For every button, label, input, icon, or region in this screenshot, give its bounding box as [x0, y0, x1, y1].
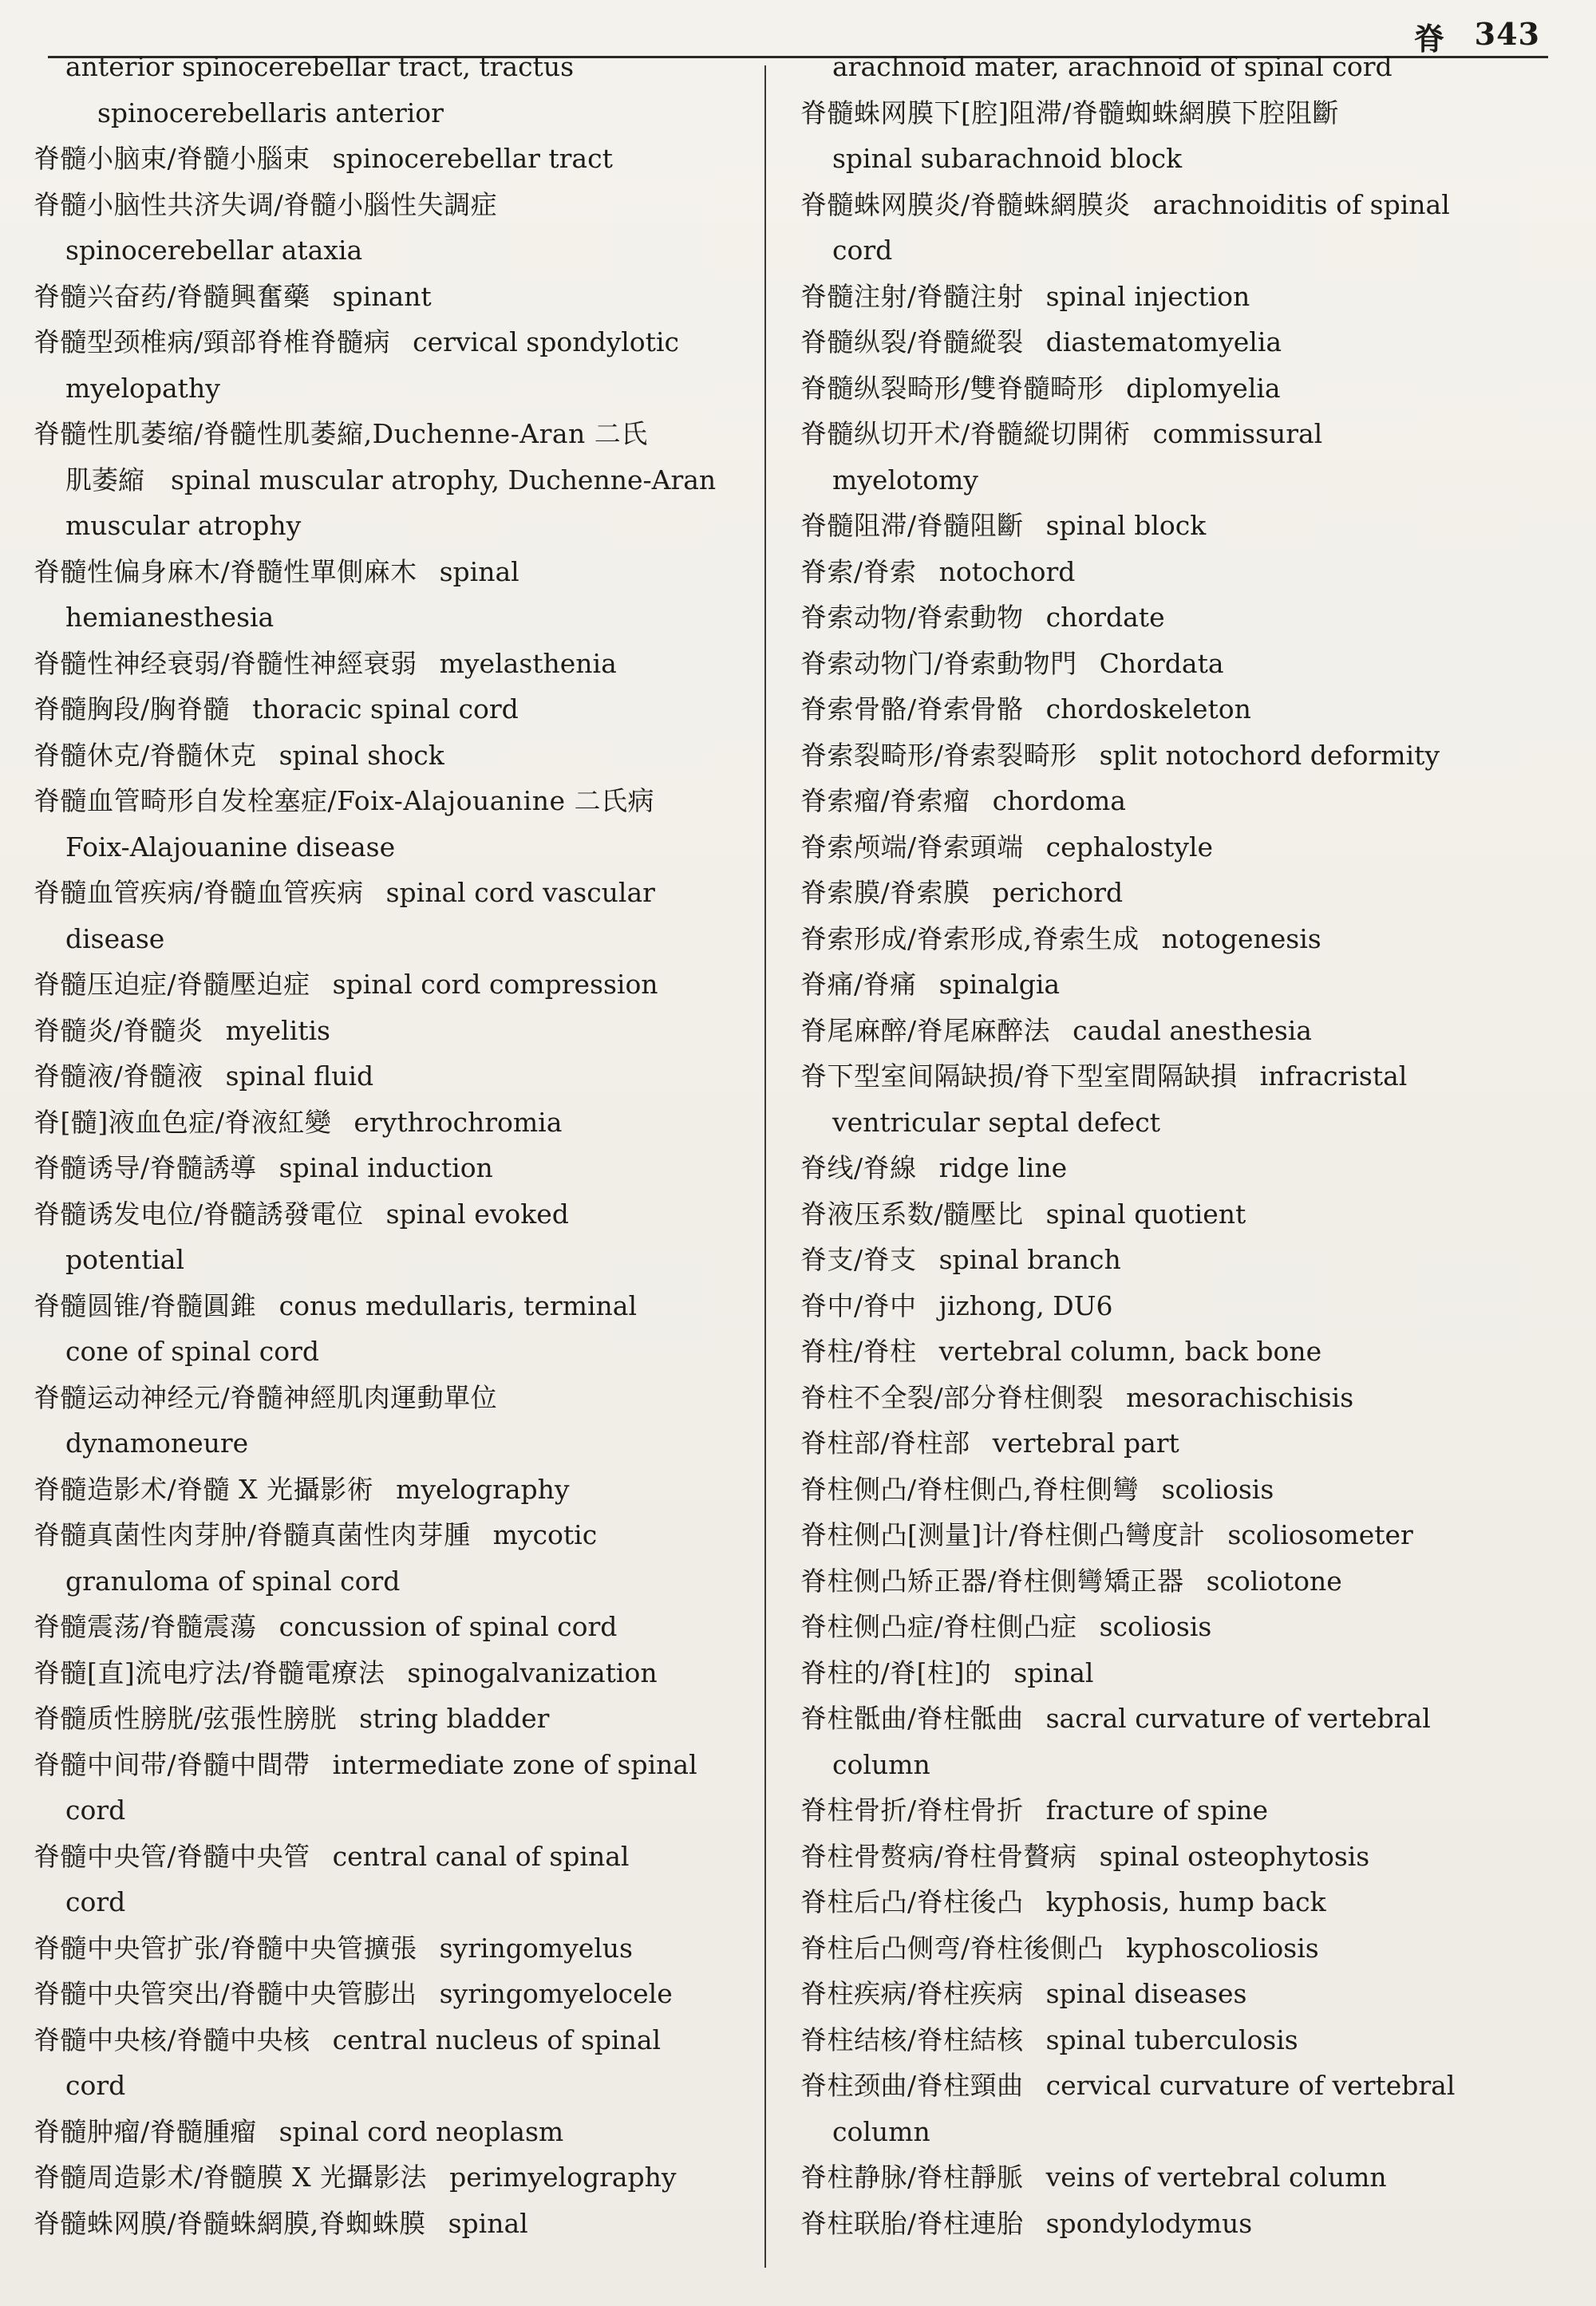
entry-english-term: spinant — [332, 280, 432, 312]
entry-chinese-term: 脊柱结核/脊柱結核 — [800, 2024, 1024, 2055]
entry-english-term: intermediate zone of spinal — [332, 1748, 697, 1780]
entry-chinese-term: 脊髓兴奋药/脊髓興奮藥 — [34, 280, 310, 312]
entry-chinese-term: 脊髓性偏身麻木/脊髓性單側麻木 — [34, 555, 417, 587]
entry-chinese-term: 脊索颅端/脊索頭端 — [800, 831, 1024, 863]
entry-english-term: spinal osteophytosis — [1099, 1840, 1370, 1872]
dictionary-entry — [800, 1375, 1531, 1421]
entry-chinese-term: 脊尾麻醉/脊尾麻醉法 — [800, 1014, 1051, 1046]
entry-english-term: jizhong, DU6 — [938, 1289, 1113, 1321]
entry-english-term: notochord — [938, 555, 1076, 587]
dictionary-entry — [800, 1191, 1531, 1238]
entry-continuation: spinocerebellar ataxia — [65, 235, 363, 266]
dictionary-entry — [800, 1145, 1531, 1191]
dictionary-entry — [800, 2063, 1531, 2154]
entry-chinese-term: 脊柱侧凸矫正器/脊柱側彎矯正器 — [800, 1565, 1184, 1597]
entry-chinese-term: 脊柱部/脊柱部 — [800, 1427, 970, 1459]
dictionary-entry — [800, 594, 1531, 641]
entry-chinese-term: 脊髓中央管扩张/脊髓中央管擴張 — [34, 1932, 417, 1964]
dictionary-entry — [800, 411, 1531, 503]
entry-english-term: spinal cord compression — [332, 969, 658, 1000]
dictionary-entry — [800, 1604, 1531, 1650]
entry-english-term: spinal — [1013, 1656, 1094, 1688]
entry-continuation: cord — [65, 1886, 126, 1917]
dictionary-entry — [800, 1650, 1531, 1696]
entry-continuation: disease — [65, 922, 165, 954]
dictionary-entry — [800, 1283, 1531, 1329]
entry-continuation: column — [832, 1748, 930, 1780]
entry-english-term: erythrochromia — [354, 1106, 563, 1138]
entry-continuation: cord — [832, 235, 893, 266]
entry-english-term: fracture of spine — [1045, 1795, 1269, 1826]
entry-english-term: spinocerebellar tract — [332, 143, 613, 174]
entry-chinese-term: 脊髓注射/脊髓注射 — [800, 280, 1024, 312]
dictionary-entry — [800, 1467, 1531, 1513]
entry-english-term: myelasthenia — [439, 647, 617, 679]
dictionary-entry — [800, 1008, 1531, 1054]
dictionary-entry — [34, 778, 756, 870]
entry-chinese-term: 脊髓炎/脊髓炎 — [34, 1014, 203, 1046]
dictionary-entry — [34, 1971, 756, 2017]
entry-chinese-term: 脊柱骨赘病/脊柱骨贅病 — [800, 1840, 1077, 1872]
entry-english-term: syringomyelocele — [439, 1978, 673, 2009]
dictionary-entry — [34, 641, 756, 687]
entry-chinese-term: 脊柱后凸/脊柱後凸 — [800, 1886, 1024, 1917]
entry-chinese-term: 脊柱疾病/脊柱疾病 — [800, 1978, 1024, 2009]
entry-chinese-term: 脊柱不全裂/部分脊柱側裂 — [800, 1381, 1104, 1413]
entry-english-term: perimyelography — [449, 2162, 677, 2193]
dictionary-entry — [34, 2109, 756, 2155]
entry-chinese-term: 脊髓小脑束/脊髓小腦束 — [34, 143, 310, 174]
entry-english-term: kyphoscoliosis — [1126, 1932, 1319, 1964]
entry-english-term: mycotic — [492, 1519, 598, 1550]
dictionary-entry — [34, 870, 756, 961]
entry-chinese-term: 脊髓震荡/脊髓震蕩 — [34, 1611, 257, 1642]
entry-english-term: chordoskeleton — [1045, 693, 1251, 725]
dictionary-entry — [34, 1008, 756, 1054]
entry-chinese-term: 脊痛/脊痛 — [800, 969, 917, 1000]
left-column — [34, 44, 756, 2246]
entry-chinese-term: 脊髓小脑性共济失调/脊髓小腦性失調症 — [34, 188, 498, 220]
dictionary-entry — [34, 411, 756, 503]
dictionary-entry — [800, 1420, 1531, 1467]
entry-english-term: scoliosis — [1099, 1611, 1212, 1642]
entry-english-term: central canal of spinal — [332, 1840, 630, 1872]
dictionary-entry — [800, 1053, 1531, 1145]
dictionary-entry — [800, 44, 1531, 90]
entry-continuation: dynamoneure — [65, 1427, 249, 1459]
dictionary-entry — [34, 2017, 756, 2109]
dictionary-entry — [800, 365, 1531, 412]
entry-chinese-term: 脊髓圆锥/脊髓圓錐 — [34, 1289, 257, 1321]
entry-english-term: spondylodymus — [1045, 2207, 1253, 2239]
entry-english-term: anterior spinocerebellar tract, tractus — [65, 51, 575, 82]
dictionary-entry — [34, 503, 756, 549]
entry-english-term: scoliosometer — [1227, 1519, 1413, 1550]
entry-english-term: ridge line — [938, 1152, 1068, 1183]
dictionary-entry — [34, 2154, 756, 2201]
entry-chinese-term: 脊髓中央核/脊髓中央核 — [34, 2024, 310, 2055]
entry-english-term: split notochord deformity — [1099, 739, 1440, 771]
entry-chinese-term: 脊柱侧凸症/脊柱側凸症 — [800, 1611, 1077, 1642]
entry-english-term: spinal branch — [938, 1244, 1121, 1275]
dictionary-entry — [34, 1375, 756, 1467]
dictionary-entry — [34, 1925, 756, 1972]
entry-chinese-term: 脊线/脊線 — [800, 1152, 917, 1183]
entry-chinese-term: 脊髓周造影术/脊髓膜 X 光攝影法 — [34, 2162, 428, 2193]
dictionary-entry — [34, 732, 756, 779]
entry-english-term: vertebral column, back bone — [938, 1336, 1322, 1367]
dictionary-entry — [800, 1879, 1531, 1925]
entry-english-term: spinal — [448, 2207, 528, 2239]
entry-chinese-term: 脊索/脊索 — [800, 555, 917, 587]
entry-chinese-term: 脊髓蛛网膜/脊髓蛛網膜,脊蜘蛛膜 — [34, 2207, 426, 2239]
entry-english-term: cephalostyle — [1045, 831, 1214, 863]
entry-english-term: cervical curvature of vertebral — [1045, 2070, 1456, 2101]
dictionary-entry — [800, 1512, 1531, 1558]
entry-continuation: spinocerebellaris anterior — [97, 97, 444, 128]
entry-english-term: perichord — [992, 877, 1124, 908]
entry-english-term: spinal shock — [279, 739, 444, 771]
dictionary-entry — [34, 1512, 756, 1604]
dictionary-entry — [800, 549, 1531, 595]
entry-continuation: Foix-Alajouanine disease — [65, 831, 396, 863]
entry-continuation: myelotomy — [832, 464, 978, 496]
dictionary-entry — [34, 1742, 756, 1834]
dictionary-entry — [800, 1787, 1531, 1834]
column-divider — [764, 65, 766, 2268]
entry-chinese-term: 脊索动物/脊索動物 — [800, 602, 1024, 633]
dictionary-entry — [800, 2154, 1531, 2201]
header-index-character: 脊 — [1413, 21, 1444, 57]
entry-english-term: diplomyelia — [1126, 372, 1281, 404]
dictionary-entry — [800, 686, 1531, 732]
entry-chinese-term: 脊柱的/脊[柱]的 — [800, 1656, 992, 1688]
dictionary-entry — [800, 1329, 1531, 1375]
entry-english-term: spinal cord vascular — [385, 877, 655, 908]
entry-english-term: spinal fluid — [225, 1060, 374, 1092]
dictionary-entry — [34, 44, 756, 136]
entry-english-term: string bladder — [359, 1703, 550, 1734]
dictionary-entry — [34, 1696, 756, 1742]
dictionary-entry — [800, 319, 1531, 365]
entry-chinese-term: 脊髓肿瘤/脊髓腫瘤 — [34, 2115, 257, 2147]
entry-chinese-term: 脊柱颈曲/脊柱頸曲 — [800, 2070, 1024, 2101]
entry-english-term: Chordata — [1099, 647, 1224, 679]
entry-english-term: spinal cord neoplasm — [279, 2115, 564, 2147]
entry-chinese-term: 脊髓造影术/脊髓 X 光攝影術 — [34, 1473, 374, 1505]
entry-english-term: conus medullaris, terminal — [279, 1289, 638, 1321]
entry-english-term: spinal induction — [279, 1152, 493, 1183]
dictionary-entry — [800, 2017, 1531, 2063]
entry-chinese-term: 脊髓运动神经元/脊髓神經肌肉運動單位 — [34, 1381, 498, 1413]
entry-continuation: column — [832, 2115, 930, 2147]
entry-chinese-term: 脊髓胸段/胸脊髓 — [34, 693, 231, 725]
entry-english-term: arachnoiditis of spinal — [1152, 188, 1450, 220]
entry-english-term: spinal — [439, 555, 519, 587]
entry-chinese-term: 脊髓性神经衰弱/脊髓性神經衰弱 — [34, 647, 417, 679]
entry-chinese-term: 脊液压系数/髓壓比 — [800, 1198, 1024, 1230]
dictionary-entry — [800, 1696, 1531, 1787]
dictionary-entry — [34, 961, 756, 1008]
dictionary-entry — [800, 274, 1531, 320]
dictionary-entry — [34, 1467, 756, 1513]
entry-chinese-term: 脊髓诱发电位/脊髓誘發電位 — [34, 1198, 364, 1230]
dictionary-entry — [34, 1191, 756, 1283]
entry-continuation: myelopathy — [65, 372, 220, 404]
dictionary-entry — [34, 136, 756, 182]
entry-chinese-term: 脊柱后凸侧弯/脊柱後側凸 — [800, 1932, 1104, 1964]
entry-chinese-term: 脊髓阻滞/脊髓阻斷 — [800, 510, 1024, 541]
entry-english-term: thoracic spinal cord — [252, 693, 519, 725]
dictionary-entry — [800, 1925, 1531, 1972]
entry-continuation: cone of spinal cord — [65, 1336, 320, 1367]
entry-chinese-term: 脊[髓]液血色症/脊液紅變 — [34, 1106, 332, 1138]
entry-chinese-term: 脊索膜/脊索膜 — [800, 877, 970, 908]
entry-chinese-term: 脊髓中央管/脊髓中央管 — [34, 1840, 310, 1872]
entry-english-term: spinal evoked — [385, 1198, 569, 1230]
dictionary-entry — [800, 1834, 1531, 1880]
entry-continuation: potential — [65, 1244, 185, 1275]
entry-english-term: notogenesis — [1161, 922, 1321, 954]
dictionary-entry — [800, 961, 1531, 1008]
dictionary-entry — [34, 1650, 756, 1696]
dictionary-entry — [34, 2201, 756, 2247]
entry-english-term: vertebral part — [992, 1427, 1179, 1459]
dictionary-entry — [800, 1237, 1531, 1283]
entry-chinese-term: 脊髓质性膀胱/弦張性膀胱 — [34, 1703, 338, 1734]
dictionary-entry — [34, 1145, 756, 1191]
entry-continuation: 肌萎縮 spinal muscular atrophy, Duchenne-Aran — [65, 464, 717, 496]
entry-english-term: veins of vertebral column — [1045, 2162, 1387, 2193]
dictionary-entry — [800, 641, 1531, 687]
dictionary-entry — [34, 1100, 756, 1146]
entry-chinese-term: 脊柱侧凸[测量]计/脊柱側凸彎度計 — [800, 1519, 1206, 1550]
entry-chinese-term: 脊柱骶曲/脊柱骶曲 — [800, 1703, 1024, 1734]
entry-english-term: spinal injection — [1045, 280, 1250, 312]
entry-chinese-term: 脊柱侧凸/脊柱側凸,脊柱側彎 — [800, 1473, 1140, 1505]
dictionary-entry — [34, 1053, 756, 1100]
entry-english-term: mesorachischisis — [1126, 1381, 1354, 1413]
entry-english-term: arachnoid mater, arachnoid of spinal cord — [832, 51, 1393, 82]
entry-english-term: chordoma — [992, 785, 1126, 816]
entry-chinese-term: 脊髓真菌性肉芽肿/脊髓真菌性肉芽腫 — [34, 1519, 471, 1550]
dictionary-entry — [34, 1604, 756, 1650]
entry-english-term: sacral curvature of vertebral — [1045, 1703, 1431, 1734]
entry-chinese-term: 脊柱骨折/脊柱骨折 — [800, 1795, 1024, 1826]
entry-english-term: muscular atrophy — [65, 510, 302, 541]
entry-english-term: syringomyelus — [439, 1932, 633, 1964]
entry-english-term: spinal quotient — [1045, 1198, 1246, 1230]
dictionary-entry — [800, 916, 1531, 962]
dictionary-entry — [800, 778, 1531, 824]
entry-continuation: spinal subarachnoid block — [832, 143, 1183, 174]
entry-english-term: spinal tuberculosis — [1045, 2024, 1298, 2055]
dictionary-entry — [800, 824, 1531, 871]
dictionary-entry — [34, 686, 756, 732]
entry-continuation: cord — [65, 1795, 126, 1826]
dictionary-entry — [800, 870, 1531, 916]
entry-chinese-term: 脊柱/脊柱 — [800, 1336, 917, 1367]
dictionary-entry — [800, 503, 1531, 549]
entry-english-term: scoliosis — [1161, 1473, 1274, 1505]
dictionary-entry — [800, 182, 1531, 274]
dictionary-entry — [800, 2201, 1531, 2247]
entry-chinese-term: 脊髓压迫症/脊髓壓迫症 — [34, 969, 310, 1000]
entry-english-term: chordate — [1045, 602, 1165, 633]
entry-english-term: caudal anesthesia — [1073, 1014, 1312, 1046]
entry-chinese-term: 脊髓型颈椎病/頸部脊椎脊髓病 — [34, 326, 391, 357]
dictionary-entry — [34, 1283, 756, 1375]
entry-chinese-term: 脊髓纵切开术/脊髓縱切開術 — [800, 418, 1131, 449]
entry-english-term: scoliotone — [1206, 1565, 1342, 1597]
entry-chinese-term: 脊髓纵裂畸形/雙脊髓畸形 — [800, 372, 1104, 404]
entry-chinese-term: 脊索骨骼/脊索骨骼 — [800, 693, 1024, 725]
entry-english-term: spinalgia — [938, 969, 1061, 1000]
entry-chinese-term: 脊髓蛛网膜炎/脊髓蛛網膜炎 — [800, 188, 1131, 220]
entry-continuation: cord — [65, 2070, 126, 2101]
entry-english-term: infracristal — [1259, 1060, 1408, 1092]
dictionary-entry — [800, 90, 1531, 182]
entry-chinese-term: 脊髓性肌萎缩/脊髓性肌萎縮,Duchenne-Aran 二氏 — [34, 418, 648, 449]
entry-english-term: spinogalvanization — [407, 1656, 658, 1688]
entry-continuation: granuloma of spinal cord — [65, 1565, 401, 1597]
right-column — [800, 44, 1531, 2246]
entry-chinese-term: 脊支/脊支 — [800, 1244, 917, 1275]
entry-chinese-term: 脊索瘤/脊索瘤 — [800, 785, 970, 816]
entry-chinese-term: 脊髓诱导/脊髓誘導 — [34, 1152, 257, 1183]
dictionary-entry — [34, 549, 756, 641]
dictionary-entry — [34, 319, 756, 411]
entry-chinese-term: 脊髓[直]流电疗法/脊髓電療法 — [34, 1656, 385, 1688]
entry-english-term: concussion of spinal cord — [279, 1611, 618, 1642]
entry-chinese-term: 脊髓血管畸形自发栓塞症/Foix-Alajouanine 二氏病 — [34, 785, 654, 816]
entry-english-term: central nucleus of spinal — [332, 2024, 662, 2055]
dictionary-entry — [34, 274, 756, 320]
entry-chinese-term: 脊髓液/脊髓液 — [34, 1060, 203, 1092]
page-number: 343 — [1474, 16, 1540, 52]
entry-english-term: spinal diseases — [1045, 1978, 1247, 2009]
entry-chinese-term: 脊索形成/脊索形成,脊索生成 — [800, 922, 1140, 954]
entry-chinese-term: 脊索动物门/脊索動物門 — [800, 647, 1077, 679]
entry-english-term: myelography — [396, 1473, 570, 1505]
dictionary-entry — [34, 1834, 756, 1925]
entry-continuation: hemianesthesia — [65, 602, 275, 633]
entry-english-term: cervical spondylotic — [413, 326, 679, 357]
entry-english-term: diastematomyelia — [1045, 326, 1282, 357]
entry-chinese-term: 脊柱静脉/脊柱靜脈 — [800, 2162, 1024, 2193]
dictionary-entry — [800, 1971, 1531, 2017]
entry-chinese-term: 脊髓血管疾病/脊髓血管疾病 — [34, 877, 364, 908]
entry-chinese-term: 脊柱联胎/脊柱連胎 — [800, 2207, 1024, 2239]
entry-chinese-term: 脊髓纵裂/脊髓縱裂 — [800, 326, 1024, 357]
entry-english-term: kyphosis, hump back — [1045, 1886, 1326, 1917]
entry-chinese-term: 脊髓中央管突出/脊髓中央管膨出 — [34, 1978, 417, 2009]
dictionary-entry — [800, 1558, 1531, 1605]
entry-english-term: myelitis — [225, 1014, 330, 1046]
entry-english-term: spinal block — [1045, 510, 1207, 541]
dictionary-entry — [34, 182, 756, 274]
entry-chinese-term: 脊中/脊中 — [800, 1289, 917, 1321]
entry-continuation: ventricular septal defect — [832, 1106, 1160, 1138]
entry-chinese-term: 脊髓蛛网膜下[腔]阻滞/脊髓蜘蛛網膜下腔阻斷 — [800, 97, 1339, 128]
entry-chinese-term: 脊索裂畸形/脊索裂畸形 — [800, 739, 1077, 771]
dictionary-entry — [800, 732, 1531, 779]
entry-english-term: commissural — [1152, 418, 1323, 449]
entry-chinese-term: 脊髓休克/脊髓休克 — [34, 739, 257, 771]
entry-chinese-term: 脊下型室间隔缺损/脊下型室間隔缺損 — [800, 1060, 1238, 1092]
entry-chinese-term: 脊髓中间带/脊髓中間帶 — [34, 1748, 310, 1780]
